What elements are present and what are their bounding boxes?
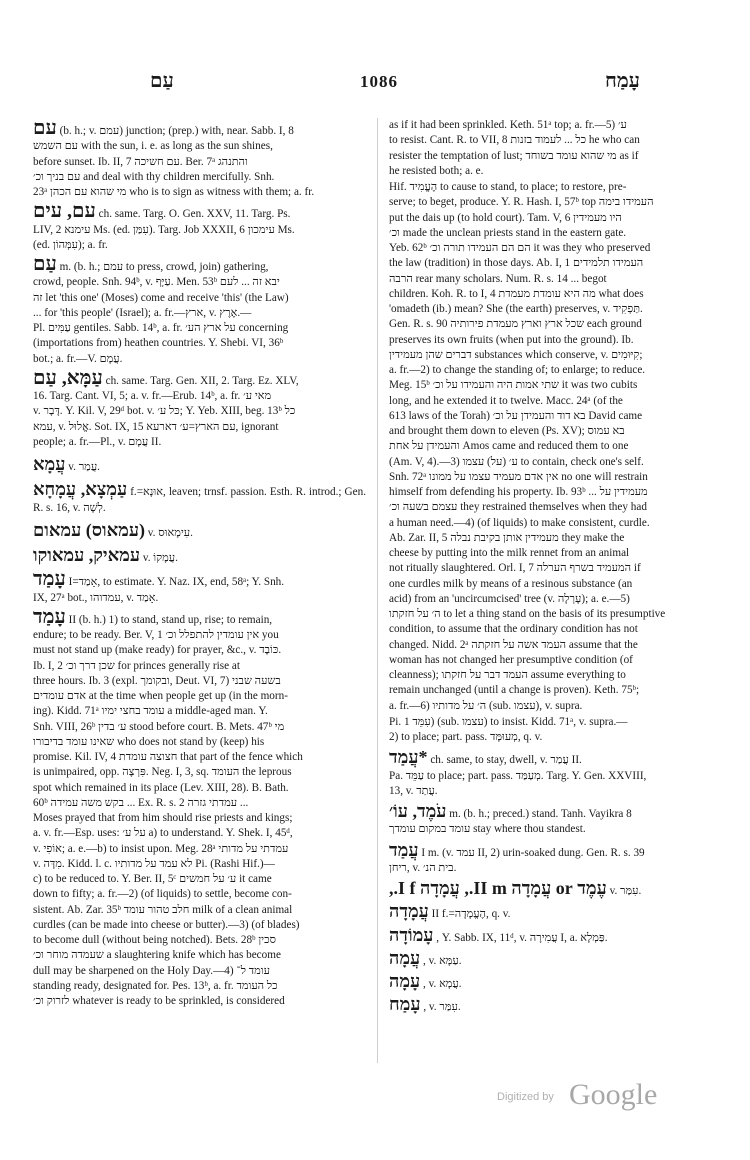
entry-headword: עֲמָא [33,454,66,474]
entry-headword: עָמַד [33,605,66,628]
entry-text-line: to resist. Cant. R. to VII, 8 כל ... לעמוד בזנות he who can [389,134,640,147]
entry-text-line: standing ready, designated for. Pes. 13ᵇ, a. fr. כל העומד [33,979,278,992]
entry-text-line: the law (tradition) in those days. Ab. I, 1 העמידו תלמידים [389,257,644,270]
entry-text-line: 613 laws of the Torah) בא דוד והעמידן על וכ׳ David came [389,409,643,422]
entry-headword: עָמוֹדָה [389,924,434,945]
short-entry [33,519,366,541]
dictionary-entry [33,607,366,1010]
entry-text-line: ריחן, v. בית הנ׳. [389,861,457,874]
entry-text-line: Moses prayed that from him should rise priests and kings; [33,812,293,824]
entry-headword: עמאיק, עמאוקו [33,545,141,565]
entry-text-line: (b. h.; v. עמם) junction; (prep.) with, near. Sabb. I, 8 [59,125,294,137]
entry-text-line: acid) from an 'uncircumcised' tree (v. עָרְלָה); a. e.—5) [389,592,630,605]
entry-text-line: Snh. VIII, 26ᵇ ע׳ בדין stood before court. B. Mets. 47ᵇ מי [33,720,285,733]
entry-headword: (עמאוס) עמאום [33,519,145,540]
entry-text-line: promise. Kil. IV, 4 חצוצה עומדת that part of the fence which [33,751,303,763]
entry-text-line: endure; to be ready. Ber. V, 1 אין עומדין להתפלל וכ׳ you [33,629,279,641]
entry-text-line: שאינו עומד בדיבורו who does not stand by (keep) his [33,735,265,748]
short-entry [33,544,366,566]
entry-text-line: as if it had been sprinkled. Keth. 51ᵃ top; a. fr.—5) ע׳ [389,119,627,131]
entry-text-line: ch. same. Targ. O. Gen. XXV, 11. Targ. Ps. [98,208,291,221]
entry-headword: עָמַח [389,994,421,1015]
entry-text-line: דברים שהן מעמידין substances which conserve, v. קִיּוּמִים; [389,348,643,361]
entry-text-line: עם השמש with the sun, i. e. as long as the sun shines, [33,140,273,153]
entry-text-line: Pl. עַמִּים gentiles. Sabb. 14ᵇ, a. fr. על ארץ הע׳ concerning [33,322,289,334]
dictionary-entry [389,993,723,1015]
entry-text-line: 2) to place; part. pass. מְעוּמָּד, q. v. [389,731,543,743]
entry-text-line: resister the temptation of lust; מי שהוא עומד בשוחד as if [389,149,639,162]
entry-text-line: and brought them down to eleven (Ps. XV); בא עמוס [389,425,625,437]
entry-text-line: to become dull (without being notched). Bets. 28ᵇ סכין [33,934,276,946]
entry-text-line: , Y. Sabb. IX, 11ᵈ, v. עֲמִירָה I, a. פַּמְלָא. [436,931,608,944]
entry-text-line: a. fr.—2) to change the standing of; to enlarge; to reduce. [389,364,646,376]
entry-headword: עם [33,117,57,139]
left-column [33,118,366,1010]
entry-text-line: 13, v. עֲתַד. [389,784,438,797]
entry-text-line: II (b. h.) 1) to stand, stand up, rise; to remain, [68,613,273,626]
right-column [389,118,723,1017]
running-header [40,70,720,100]
entry-text-line: down to fifty; a. fr.—2) (of liquids) to settle, become con- [33,888,292,901]
entry-text-line: Yeb. 62ᵇ הם הם העמידו תורה וכ׳ it was they who preserved [389,242,651,254]
entry-text-line: Pa. עַמֵּד to place; part. pass. מְעַמַּד. Targ. Y. Gen. XXVIII, [389,769,647,782]
entry-text-line: II f.=הֶעֱמָדָה, q. v. [431,908,511,921]
entry-text-line: עם בניך וכ׳ and deal with thy children mercifully. Snh. [33,170,275,183]
entry-text-line: ch. same, to stay, dwell, v. עֲמַר II. [430,754,582,767]
entry-text-line: curdles (can be made into cheese or butter).—3) (of blades) [33,918,300,931]
dictionary-entry [389,900,723,922]
entry-text-line: v. דָּבָר. Y. Kil. V, 29ᵈ bot. v. כּל ע׳; Y. Yeb. XIII, beg. 13ᵇ כל [33,405,296,418]
entry-text-line: dull may be sharpened on the Holy Day.—4) עומד ל־ [33,964,270,977]
entry-text-line: , v. עֲמָא. [423,978,462,990]
entry-text-line: והעמידן על אחת Amos came and reduced them to one [389,440,629,453]
entry-text-line: I m. (v. עמד II, 2) urin-soaked dung. Gen. R. s. 39 [421,846,645,859]
entry-text-line: cheese by putting into the milk rennet from an animal [389,547,630,559]
entry-text-line: Snh. 72ᵃ אין אדם מעמיד עצמו על ממונו no one will restrain [389,470,648,483]
entry-text-line: m. (b. h.; preced.) stand. Tanh. Vayikra 8 [449,808,632,820]
continued-entry [389,118,723,179]
entry-text-line: v. עִמַּר. [609,885,642,897]
entry-text: v. עֲמָקוֹ. [142,552,178,564]
entry-text-line: must not stand up (make ready) for prayer, &c., v. כּוֹבֶד. [33,644,282,657]
dictionary-entry [389,924,723,946]
entry-text-line: not ritually slaughtered. Orl. I, 7 המעמיד בשרף הערלה if [389,562,641,575]
entry-text-line: himself from defending his property. Ib. 93ᵇ ... מעמידין על [389,486,648,498]
entry-text-line: serve; to beget, produce. Y. R. Hash. I, 57ᵇ top העמידו בימה [389,196,654,209]
google-logo: Google [569,1078,658,1111]
entry-text-line: עצמם בשעה וכ׳ they restrained themselves when they had [389,501,647,514]
entry-text-line: (Am. V, 4).—3) ע׳ (על) עצמו to contain, check one's self. [389,455,644,468]
column-divider [377,118,378,1063]
entry-text-line: crowd, people. Snh. 94ᵇ, v. עַיָּף. Men. 53ᵇ יבא זה ... לעם [33,276,280,289]
entry-headword: עֹמֶד, עוֹ׳ [389,801,447,821]
entry-text-line: Pi. עִמֵּד 1) (sub. עצמו) to insist. Kidd. 71ᵃ, v. supra.— [389,715,628,728]
entry-text-line: ch. same. Targ. Gen. XII, 2. Targ. Ez. XLV, [105,374,299,387]
dictionary-entry [389,877,723,899]
entry-text-line: a. fr.—6) ה׳ על מדותיו (sub. עצמו), v. supra. [389,699,583,712]
hif-subentry [389,180,723,714]
header-left-headword: עַם [150,70,174,92]
dictionary-entry [33,118,366,200]
entry-text-line: is unimpaired, opp. פִּרְצָה. Neg. I, 3, sq. העומד the leprous [33,766,292,779]
entry-text-line: he resisted both; a. e. [389,164,484,177]
dictionary-entry [33,201,366,253]
entry-text-line: 23ᵃ מי שהוא עם הכהן who is to sign as witness with them; a. fr. [33,186,315,198]
entry-text-line: (ed. עִמְּהוֹן); a. fr. [33,238,108,251]
dictionary-entry [389,947,723,969]
page-number: 1086 [360,72,398,91]
entry-text: f.=אוּנָא, leaven; trnsf. passion. Esth. R. introd.; Gen. R. s. 16, v. לְשָׁה. [33,486,366,514]
entry-text-line: preserves its own fruits (when put into the ground). Ib. [389,333,634,346]
short-entry [33,478,366,516]
google-watermark [497,1078,727,1118]
entry-text-line: v. אוֹפִי; a. e.—b) to insist upon. Meg. 28ᵃ עמדתי על מדותי [33,842,289,855]
entry-text: v. עֲמַר. [68,461,100,473]
entry-text-line: v. מִדָּה. Kidd. l. c. לא עמד על מדותיו Pi. (Rashi Hif.)— [33,857,275,870]
entry-headword: עֲמַד [389,839,419,860]
entry-text-line: Ib. I, 2 שכן דרך וכ׳ for princes generally rise at [33,659,240,672]
entry-text: v. עִימָאוּס. [147,526,193,539]
entry-text-line: שעמדה מוחר וכ׳ a slaughtering knife which has become [33,949,281,962]
entry-text-line: Ab. Zar. II, 5 מעמידין אותן בקיבת נבלה they make the [389,531,625,544]
entry-text-line: c) to be reduced to. Y. Ber. II, 5ᶜ ע׳ על חמשים it came [33,873,272,885]
entry-text-line: woman has not changed her presumptive condition (of [389,653,633,666]
entry-headword: עָמַד [33,568,66,591]
entry-text-line: one curdles milk by means of a resinous substance (an [389,577,633,590]
entry-text-line: 60ᵇ בקש משה עמידה ... Ex. R. s. 2 עמדתי גזרה ... [33,796,249,809]
entry-text-line: IX, 27ᵃ bot., עמדוהו, v. אָמַד. [33,591,159,604]
entry-text-line: a. v. fr.—Esp. uses: על ע׳ a) to understand. Y. Shek. I, 45ᵈ, [33,827,293,840]
entry-text-line: , v. עִמַּר. [423,1001,461,1014]
dictionary-entry [389,839,723,877]
entry-text-line: cleanness); העמד דבר על חזקתו assume everything to [389,669,626,681]
entry-headword: עָמָה [389,971,421,991]
entry-text-line: זה let 'this one' (Moses) come and receive 'this' (the Law) [33,291,289,304]
entry-headword: עֲמָה [389,947,421,968]
entry-text-line: m. (b. h.; עמם to press, crowd, join) gathering, [59,261,269,273]
dictionary-entry [33,254,366,367]
entry-text-line: עמא, v. אֱלוּל. Sot. IX, 15 עם הארץ=ע׳ דארעא, ignorant [33,420,279,433]
dictionary-entry [33,368,366,450]
entry-text-line: before sunset. Ib. II, 7 עם חשיכה. Ber. 7ᵃ והתנהג [33,155,248,168]
entry-text-line: Gen. R. s. 90 שכל ארץ וארץ מעמדת פירותיה each ground [389,318,642,331]
entry-text-line: , v. עַמָּא. [423,954,462,967]
entry-headword: עֲמָדָה [389,901,429,922]
dictionary-entry [389,800,723,838]
entry-headword: עם, עים [33,200,96,223]
entry-text-line: הרבה rear many scholars. Num. R. s. 14 ... begot [389,272,607,285]
entry-headword: עַמָּא, עַם [33,366,103,389]
entry-text-line: (importations from) heathen countries. Y. Shebi. VI, 36ᵇ [33,337,284,350]
entry-text-line: אדם עומדים at the time when people get up (in the morn- [33,690,288,702]
digitized-by-text: Digitized by [497,1091,554,1103]
entry-text-line: people; a. fr.—Pl., v. עֲמָם II. [33,435,162,448]
entry-headword: *עֲמַד [389,747,428,768]
entry-text-line: put the dais up (to hold court). Tam. V, 6 היו מעמידין [389,211,622,224]
entry-text-line: 'omadeth (ib.) mean? She (the earth) preserves, v. תַּפְקִיד. [389,303,643,315]
header-right-headword: עָמַח [604,70,640,92]
pi-subentry [389,715,723,746]
short-entry [33,453,366,475]
entry-text-line: spot which remained in its place (Lev. XIII, 28). B. Bath. [33,781,289,794]
entry-text-line: לזרוק וכ׳ whatever is ready to be sprinkled, is considered [33,995,285,1007]
entry-text-line: changed. Nidd. 2ᵃ העמד אשה על חזקתה assume that the [389,638,638,651]
entry-text-line: three hours. Ib. 3 (expl. ובקומך, Deut. VI, 7) בשעה שבני [33,674,281,687]
entry-text-line: ing). Kidd. 71ᵃ עומד בחצי ימיו a middle-aged man. Y. [33,705,268,718]
entry-text-line: LIV, 2 עימנא Ms. (ed. עִמַּן). Targ. Job XXXII, 6 עימכון Ms. [33,223,295,236]
entry-text-line: עומד במקום עומדך stay where thou standest. [389,823,586,836]
entry-text-line: Meg. 15ᵇ שתי אמות היה והעמידו על וכ׳ it was two cubits [389,379,638,392]
entry-text-line: long, and he extended it to twelve. Macc. 24ᵃ (of the [389,394,623,407]
entry-headword: עַם [33,253,57,275]
entry-text-line: children. Koh. R. to I, 4 מה היא עומדת מעמדת what does [389,287,644,300]
entry-text-line: ה׳ על חזקתו to let a thing stand on the basis of its presumptive [389,608,666,620]
entry-text-line: ... for 'this people' (Israel); a. fr.—ארץ, v. אֶרֶץ.— [33,306,252,319]
dictionary-entry [33,569,366,606]
entry-text-line: a human need.—4) (of liquids) to make consistent, curdle. [389,516,650,529]
entry-text-line: 16. Targ. Cant. VI, 5; a. v. fr.—Erub. 14ᵇ, a. fr. מאי ע׳ [33,390,272,402]
entry-text-line: remain unchanged (until a change is proven). Keth. 75ᵇ; [389,684,640,697]
dictionary-entry [389,970,723,992]
entry-text-line: וכ׳ made the unclean priests stand in the eastern gate. [389,226,627,239]
entry-text-line: sistent. Ab. Zar. 35ᵇ חלב טהור עומד milk of a clean animal [33,903,293,916]
entry-text-line: bot.; a. fr.—V. עֲמָם. [33,352,123,365]
entry-headword: עֶמֶד or עֲמָדָה II m., עֲמָדָה I f., [389,878,607,898]
entry-text-line: I=אָמַד, to estimate. Y. Naz. IX, end, 58ᵃ; Y. Snh. [68,576,285,589]
entry-text-line: Hif. הֶעֱמִיד to cause to stand, to place; to restore, pre- [389,181,627,193]
entry-text-line: condition, to assume that the ordinary condition has not [389,623,638,636]
dictionary-entry [389,746,723,799]
entry-headword: עַמְצָא, עֲמָחָא [33,479,128,500]
